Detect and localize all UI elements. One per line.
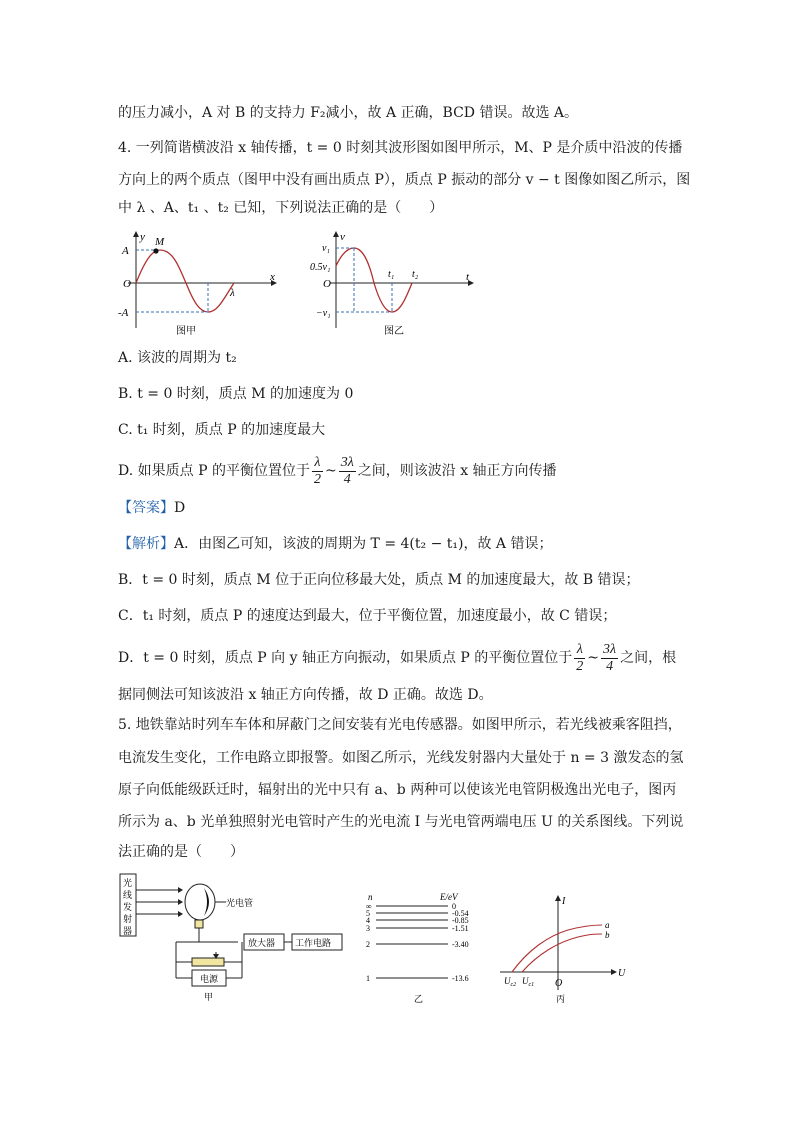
emitter-char-3: 发 xyxy=(123,902,133,912)
q4-stem-line-2: 方向上的两个质点（图甲中没有画出质点 P），质点 P 振动的部分 v − t 图像如图乙所示，图 xyxy=(118,172,691,188)
prev-answer-line: 的压力减小，A 对 B 的支持力 F₂减小，故 A 正确，BCD 错误。故选 A。 xyxy=(118,105,579,121)
q4-option-d-post: 之间，则该波沿 x 轴正方向传播 xyxy=(357,463,557,479)
energy-level-e: -0.54 xyxy=(452,909,469,918)
fig1-y-label: y xyxy=(140,231,145,243)
q5-stem-line-1: 5. 地铁靠站时列车车体和屏蔽门之间安装有光电传感器。如图甲所示，若光线被乘客阻挡， xyxy=(118,717,682,733)
fig2-t-label: t xyxy=(466,271,470,283)
figA-caption: 甲 xyxy=(204,992,214,1002)
q5-figure-yi xyxy=(358,890,488,1005)
q4-analysis-line-1 xyxy=(118,534,552,554)
q4-stem-line-3: 中 λ 、A、t₁ 、t₂ 已知，下列说法正确的是（ ） xyxy=(118,200,444,216)
figC-uc2-label: $U_{c2}$ xyxy=(504,976,517,988)
fig2-t2-label: t₂ xyxy=(412,269,419,280)
fig1-nega-label: -A xyxy=(118,307,129,319)
q4-option-a: A. 该波的周期为 t₂ xyxy=(118,350,237,366)
energy-level-e: -3.40 xyxy=(452,940,469,949)
fig2-halfv1-label: 0.5v₁ xyxy=(310,262,331,273)
analysis-d-pre: D．t = 0 时刻，质点 P 向 y 轴正方向振动，如果质点 P 的平衡位置位于 xyxy=(118,650,573,666)
emitter-char-4: 射 xyxy=(123,914,133,924)
emitter-char-2: 线 xyxy=(123,890,133,900)
q5-stem-line-5: 法正确的是（ ） xyxy=(118,844,244,860)
q4-option-b: B. t = 0 时刻，质点 M 的加速度为 0 xyxy=(118,386,354,402)
frac-lambda-2: $\frac{\lambda}{2}$ xyxy=(313,454,321,487)
q5-stem-line-4: 所示为 a、b 光单独照射光电管时产生的光电流 I 与光电管两端电压 U 的关系图线。下列说 xyxy=(118,814,684,830)
energy-level-e: 0 xyxy=(452,902,456,911)
work-label: 工作电路 xyxy=(295,938,332,948)
fig1-lambda-label: λ xyxy=(230,287,235,299)
fig1-x-label: x xyxy=(270,271,275,283)
analysis-a: A．由图乙可知，该波的周期为 T = 4(t₂ − t₁)，故 A 错误； xyxy=(174,536,553,552)
energy-level-n: ∞ xyxy=(366,902,372,911)
frac-3lambda-4-b: $\frac{3\lambda}{4}$ xyxy=(603,641,617,674)
q5-stem-line-2: 电流发生变化，工作电路立即报警。如图乙所示，光线发射器内大量处于 n = 3 激发态的氢 xyxy=(118,750,684,766)
fig2-v-label: v xyxy=(340,231,345,243)
fig2-caption: 图乙 xyxy=(384,326,404,337)
figC-i-label: I xyxy=(562,896,566,907)
energy-level-n: 1 xyxy=(366,974,370,983)
figC-b-label: b xyxy=(605,930,610,940)
emitter-char-1: 光 xyxy=(123,878,133,888)
figC-a-label: a xyxy=(605,920,610,930)
levels-n-header: n xyxy=(368,892,373,902)
frac-3lambda-4: $\frac{3\lambda}{4}$ xyxy=(340,454,354,487)
levels-e-header: E/eV xyxy=(440,892,458,902)
figB-caption: 乙 xyxy=(414,994,424,1004)
q4-analysis-line-3: C．t₁ 时刻，质点 P 的速度达到最大，位于平衡位置，加速度最小，故 C 错误； xyxy=(118,608,617,624)
tilde: ~ xyxy=(324,463,337,479)
energy-level-n: 2 xyxy=(366,940,370,949)
figC-uc1-label: $U_{c1}$ xyxy=(522,976,535,988)
analysis-label: 【解析】 xyxy=(118,536,174,552)
curve-b xyxy=(522,934,602,972)
fig2-t1-label: t₁ xyxy=(388,269,395,280)
fig2-negv1-label: −v₁ xyxy=(316,308,331,319)
fig2-v1-label: v₁ xyxy=(322,243,330,254)
q5-stem-line-3: 原子向低能级跃迁时，辐射出的光中只有 a、b 两种可以使该光电管阴极逸出光电子，图丙 xyxy=(118,782,677,798)
energy-level-n: 5 xyxy=(366,909,370,918)
power-label: 电源 xyxy=(200,974,219,984)
analysis-d-post: 之间，根 xyxy=(620,650,677,666)
q4-option-c: C. t₁ 时刻，质点 P 的加速度最大 xyxy=(118,422,326,438)
energy-level-n: 3 xyxy=(366,924,370,933)
amp-label: 放大器 xyxy=(248,938,276,948)
phototube xyxy=(185,884,215,920)
q4-analysis-line-5: 据同侧法可知该波沿 x 轴正方向传播，故 D 正确。故选 D。 xyxy=(118,687,493,703)
wave-curve xyxy=(136,250,234,312)
energy-level-e: -13.6 xyxy=(452,974,469,983)
fig1-caption: 图甲 xyxy=(176,326,196,337)
point-m xyxy=(153,248,158,253)
velocity-curve xyxy=(336,248,412,312)
q4-analysis-line-4 xyxy=(118,641,676,675)
fig1-a-label: A xyxy=(122,245,129,257)
q4-option-d xyxy=(118,454,557,488)
q4-figure-yi xyxy=(308,228,478,338)
energy-level-e: -1.51 xyxy=(452,924,469,933)
answer-label: 【答案】 xyxy=(118,500,174,516)
figC-u-label: U xyxy=(618,968,626,979)
q4-option-d-pre: D. 如果质点 P 的平衡位置位于 xyxy=(118,463,310,479)
figC-caption: 丙 xyxy=(556,994,566,1004)
energy-level-e: -0.85 xyxy=(452,916,469,925)
answer-value: D xyxy=(174,500,186,516)
curve-a xyxy=(512,925,602,972)
tilde-b: ~ xyxy=(587,650,600,666)
energy-level-n: 4 xyxy=(366,916,370,925)
frac-lambda-2-b: $\frac{\lambda}{2}$ xyxy=(576,641,584,674)
q4-analysis-line-2: B．t = 0 时刻，质点 M 位于正向位移最大处，质点 M 的加速度最大，故 B 错误； xyxy=(118,572,640,588)
emitter-char-5: 器 xyxy=(123,926,133,936)
q5-figure-jia xyxy=(118,870,363,1005)
q4-stem-line-1: 4. 一列简谐横波沿 x 轴传播，t = 0 时刻其波形图如图甲所示，M、P 是介质中沿波的传播 xyxy=(118,140,683,156)
fig1-m-label: M xyxy=(155,236,165,248)
q4-answer xyxy=(118,498,185,518)
fig1-origin: O xyxy=(123,278,131,290)
figC-origin: O xyxy=(555,978,563,989)
q4-figure-jia xyxy=(118,228,283,338)
energy-levels xyxy=(366,902,469,983)
q5-figure-bing xyxy=(498,890,633,1005)
fig2-origin: O xyxy=(323,278,331,290)
tube-label: 光电管 xyxy=(226,898,254,908)
